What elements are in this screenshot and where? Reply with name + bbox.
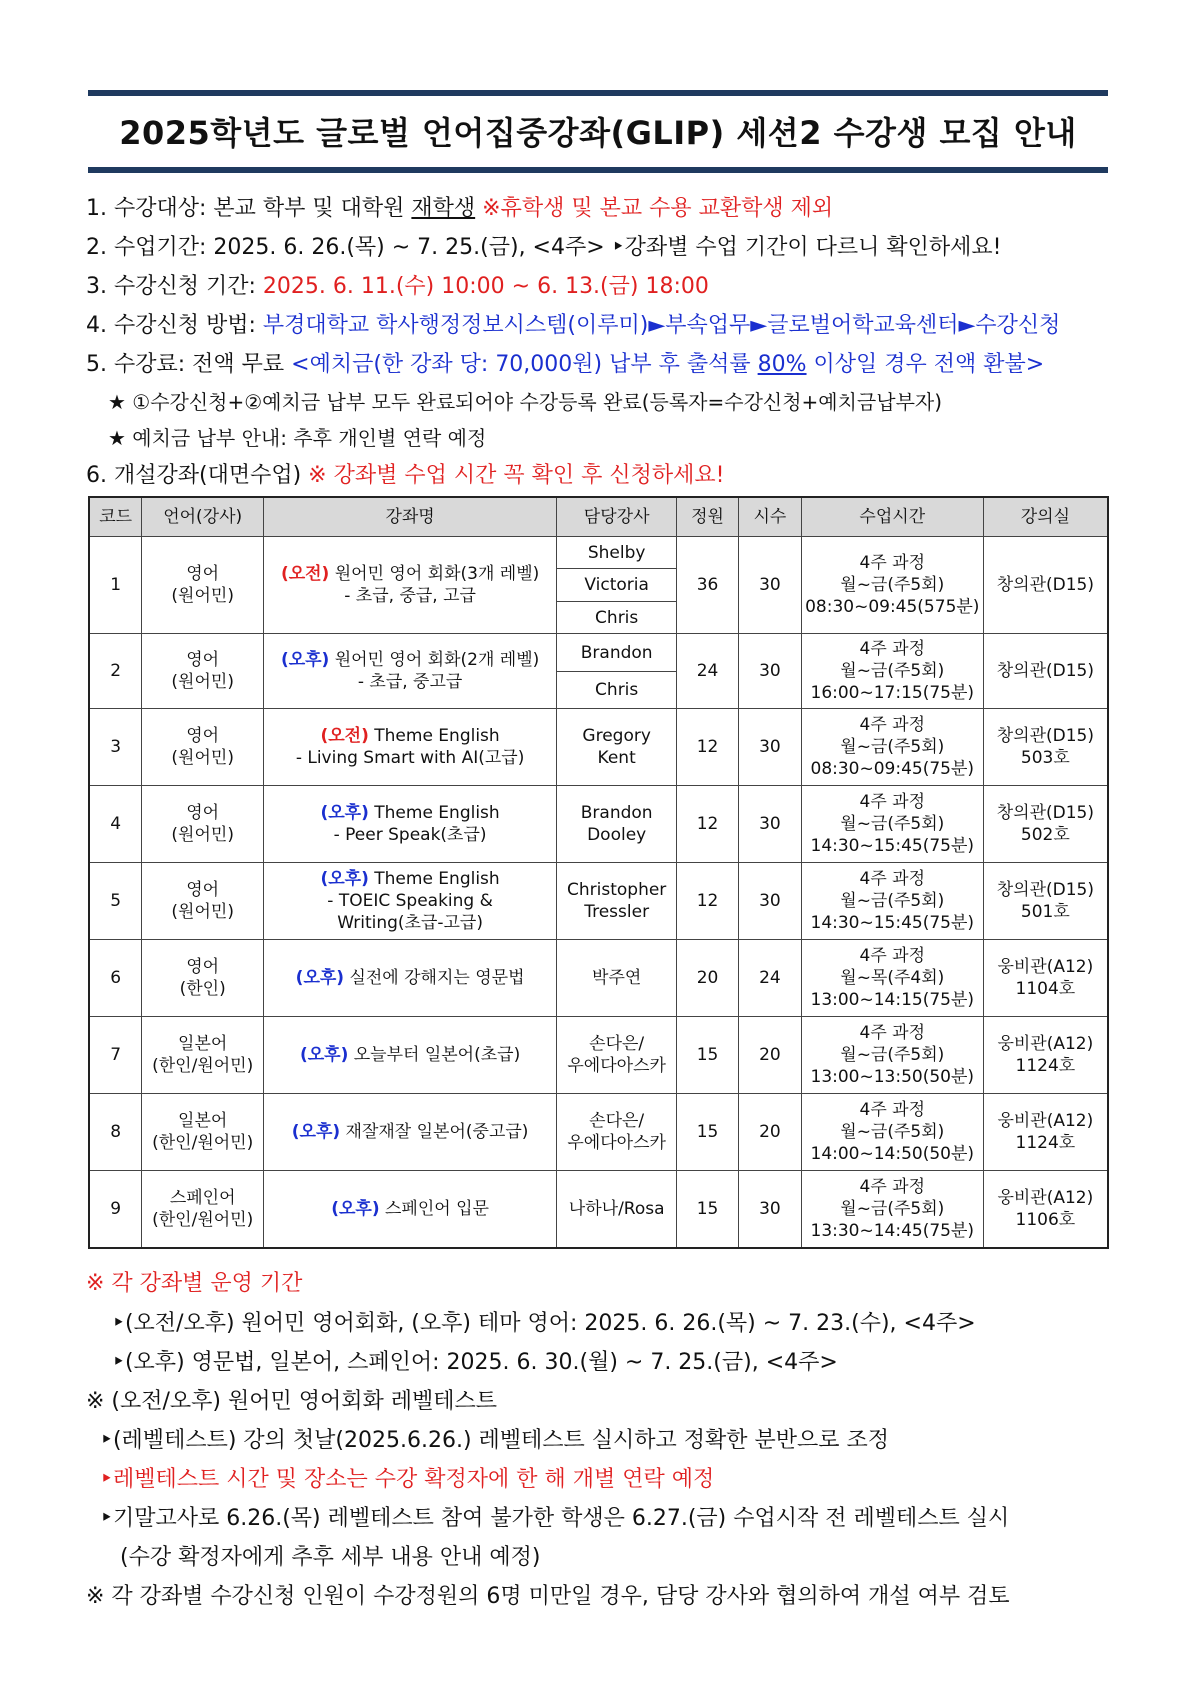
note-1-a: ‣(오전/오후) 원어민 영어회화, (오후) 테마 영어: 2025. 6. 26.(목) ~ 7. 23.(수), <4주> <box>112 1311 976 1336</box>
language-name: 스페인어 <box>169 1187 236 1208</box>
class-days: 월~금(주5회) <box>840 661 945 681</box>
cell-room <box>983 634 1108 709</box>
building: 창의관(D15) <box>996 803 1094 823</box>
header-code: 코드 <box>89 497 142 537</box>
table-row <box>89 709 1108 786</box>
cell-language <box>142 1171 264 1248</box>
cell-course-name <box>264 940 557 1017</box>
cell-hours: 24 <box>738 940 801 1017</box>
building: 웅비관(A12) <box>997 957 1094 977</box>
header-language: 언어(강사) <box>142 497 264 537</box>
cell-capacity: 20 <box>677 940 739 1017</box>
title-top-bar <box>88 90 1108 96</box>
session-tag: (오후) <box>299 1045 349 1065</box>
class-hours: 14:30~15:45(75분) <box>810 913 975 933</box>
instructor-type: (한인/원어민) <box>152 1056 254 1076</box>
course-title: Theme English <box>368 803 500 823</box>
building: 웅비관(A12) <box>997 1034 1094 1054</box>
cell-capacity: 15 <box>677 1171 739 1248</box>
course-title: 실전에 강해지는 영문법 <box>344 968 525 988</box>
class-hours: 13:00~13:50(50분) <box>810 1067 975 1087</box>
course-length: 4주 과정 <box>859 869 926 889</box>
table-row <box>89 1017 1108 1094</box>
course-subtitle: - TOEIC Speaking & <box>327 891 493 911</box>
building: 창의관(D15) <box>996 726 1094 746</box>
class-hours: 08:30~09:45(575분) <box>805 597 980 617</box>
cell-code: 1 <box>89 537 142 634</box>
instructor-name: 나하나/Rosa <box>568 1198 665 1219</box>
cell-code: 6 <box>89 940 142 1017</box>
course-title: 원어민 영어 회화(3개 레벨) <box>329 564 540 584</box>
instructor-name: Kent <box>597 748 636 768</box>
language-name: 일본어 <box>178 1111 228 1131</box>
cell-instructor: Chris <box>557 672 677 709</box>
cell-hours: 30 <box>738 863 801 940</box>
table-row <box>89 537 1108 569</box>
cell-code: 3 <box>89 709 142 786</box>
item-6-text: 6. 개설강좌(대면수업) <box>86 463 309 488</box>
cell-hours: 20 <box>738 1094 801 1171</box>
cell-capacity: 12 <box>677 709 739 786</box>
item-5-deposit-a: <예치금(한 강좌 당: 70,000원) 납부 후 출석률 <box>291 352 758 377</box>
cell-course-name <box>264 634 557 709</box>
building: 창의관(D15) <box>996 880 1094 900</box>
language-name: 영어 <box>186 726 220 746</box>
page-title: 2025학년도 글로벌 언어집중강좌(GLIP) 세션2 수강생 모집 안내 <box>119 114 1077 152</box>
session-tag: (오전) <box>280 564 330 584</box>
title-bottom-bar <box>88 167 1108 173</box>
item-1-text: 1. 수강대상: 본교 학부 및 대학원 <box>86 196 412 221</box>
cell-instructor: Shelby <box>557 537 677 569</box>
table-row <box>89 1094 1108 1171</box>
class-hours: 16:00~17:15(75분) <box>810 683 975 703</box>
course-length: 4주 과정 <box>859 792 926 812</box>
course-subtitle-2: Writing(초급-고급) <box>337 913 483 933</box>
cell-room <box>983 1171 1108 1248</box>
item-3 <box>86 269 709 300</box>
note-1-heading: ※ 각 강좌별 운영 기간 <box>86 1271 303 1296</box>
note-1-b: ‣(오후) 영문법, 일본어, 스페인어: 2025. 6. 30.(월) ~ 7. 25.(금), <4주> <box>112 1350 838 1375</box>
note-3: ※ 각 강좌별 수강신청 인원이 수강정원의 6명 미만일 경우, 담당 강사와 협의하여 개설 여부 검토 <box>86 1584 1010 1609</box>
cell-instructor <box>557 940 677 1017</box>
session-tag: (오후) <box>320 869 369 889</box>
session-tag: (오후) <box>331 1198 380 1219</box>
item-2: 2. 수업기간: 2025. 6. 26.(목) ~ 7. 25.(금), <4주> ‣강좌별 수업 기간이 다르니 확인하세요! <box>86 235 1002 260</box>
course-subtitle: - Peer Speak(초급) <box>333 825 487 845</box>
instructor-type: (원어민) <box>171 748 234 768</box>
cell-capacity: 15 <box>677 1017 739 1094</box>
table-row <box>89 863 1108 940</box>
item-4 <box>86 308 1060 339</box>
building: 창의관(D15) <box>996 575 1094 595</box>
cell-language <box>142 709 264 786</box>
course-title: 오늘부터 일본어(초급) <box>348 1045 521 1065</box>
item-1-underline: 재학생 <box>411 196 476 221</box>
item-6 <box>86 458 724 489</box>
room-number: 1124호 <box>1015 1056 1076 1076</box>
note-2-d: (수강 확정자에게 추후 세부 내용 안내 예정) <box>120 1545 541 1570</box>
instructor-name: Dooley <box>587 825 647 845</box>
room-number: 1106호 <box>1015 1209 1076 1230</box>
cell-course-name <box>264 786 557 863</box>
instructor-name: 우에다아스카 <box>567 1056 666 1076</box>
room-number: 502호 <box>1020 825 1070 845</box>
table-row <box>89 940 1108 1017</box>
class-hours: 08:30~09:45(75분) <box>810 759 975 779</box>
cell-course-name <box>264 537 557 634</box>
instructor-name: Christopher <box>567 880 667 900</box>
cell-class-time <box>801 786 983 863</box>
cell-language <box>142 863 264 940</box>
note-2-b: ‣레벨테스트 시간 및 장소는 수강 확정자에 한 해 개별 연락 예정 <box>100 1467 715 1492</box>
cell-room <box>983 1017 1108 1094</box>
table-row <box>89 786 1108 863</box>
cell-language <box>142 1017 264 1094</box>
building: 웅비관(A12) <box>997 1111 1094 1131</box>
instructor-name: 우에다아스카 <box>567 1133 666 1153</box>
cell-course-name <box>264 709 557 786</box>
cell-class-time <box>801 1017 983 1094</box>
course-title: Theme English <box>368 726 500 746</box>
course-title: 재잘재잘 일본어(중고급) <box>340 1122 529 1142</box>
table-row <box>89 1171 1108 1248</box>
header-class-time: 수업시간 <box>801 497 983 537</box>
cell-code: 4 <box>89 786 142 863</box>
session-tag: (오후) <box>320 803 369 823</box>
instructor-type: (한인) <box>179 979 226 999</box>
class-hours: 13:30~14:45(75분) <box>810 1220 975 1241</box>
instructor-type: (원어민) <box>171 825 234 845</box>
session-tag: (오전) <box>320 726 369 746</box>
cell-capacity: 12 <box>677 786 739 863</box>
item-4-text: 4. 수강신청 방법: <box>86 313 263 338</box>
cell-class-time <box>801 709 983 786</box>
instructor-name: 박주연 <box>592 968 642 988</box>
item-1 <box>86 191 833 222</box>
building: 웅비관(A12) <box>997 1187 1094 1208</box>
table-header-row <box>89 497 1108 537</box>
instructor-name: Gregory <box>582 726 651 746</box>
cell-course-name <box>264 1094 557 1171</box>
cell-hours: 30 <box>738 786 801 863</box>
instructor-type: (원어민) <box>171 586 234 606</box>
cell-instructor: Brandon <box>557 634 677 672</box>
star-note-1: ★ ①수강신청+②예치금 납부 모두 완료되어야 수강등록 완료(등록자=수강신청+예치금납부자) <box>108 390 943 414</box>
cell-class-time <box>801 863 983 940</box>
cell-class-time <box>801 537 983 634</box>
cell-capacity: 24 <box>677 634 739 709</box>
item-3-text: 3. 수강신청 기간: <box>86 274 263 299</box>
instructor-name: 손다은/ <box>589 1034 645 1054</box>
instructor-name: 손다은/ <box>589 1111 645 1131</box>
language-name: 영어 <box>186 803 220 823</box>
cell-room <box>983 1094 1108 1171</box>
cell-class-time <box>801 1094 983 1171</box>
cell-language <box>142 786 264 863</box>
cell-capacity: 12 <box>677 863 739 940</box>
course-table <box>88 496 1109 1249</box>
header-instructor: 담당강사 <box>557 497 677 537</box>
language-name: 영어 <box>186 957 220 977</box>
cell-language <box>142 1094 264 1171</box>
item-5 <box>86 347 1044 378</box>
building: 창의관(D15) <box>996 661 1094 681</box>
cell-course-name <box>264 1171 557 1248</box>
class-days: 월~금(주5회) <box>840 891 945 911</box>
class-hours: 14:00~14:50(50분) <box>810 1144 975 1164</box>
cell-room <box>983 709 1108 786</box>
course-title: 스페인어 입문 <box>379 1198 489 1219</box>
cell-hours: 30 <box>738 709 801 786</box>
room-number: 1124호 <box>1015 1133 1076 1153</box>
cell-course-name <box>264 863 557 940</box>
cell-hours: 20 <box>738 1017 801 1094</box>
cell-code: 2 <box>89 634 142 709</box>
room-number: 501호 <box>1020 902 1070 922</box>
item-3-period: 2025. 6. 11.(수) 10:00 ~ 6. 13.(금) 18:00 <box>262 274 709 299</box>
session-tag: (오후) <box>291 1122 341 1142</box>
note-2-c: ‣기말고사로 6.26.(목) 레벨테스트 참여 불가한 학생은 6.27.(금) 수업시작 전 레벨테스트 실시 <box>100 1506 1010 1531</box>
room-number: 503호 <box>1020 748 1070 768</box>
class-days: 월~금(주5회) <box>840 575 945 595</box>
header-capacity: 정원 <box>677 497 739 537</box>
item-5-deposit-rate: 80% <box>757 352 807 377</box>
class-days: 월~금(주5회) <box>840 737 945 757</box>
note-2-heading: ※ (오전/오후) 원어민 영어회화 레벨테스트 <box>86 1389 498 1414</box>
cell-hours: 30 <box>738 634 801 709</box>
course-title: Theme English <box>368 869 500 889</box>
cell-instructor <box>557 863 677 940</box>
session-tag: (오후) <box>295 968 345 988</box>
cell-instructor <box>557 709 677 786</box>
cell-hours: 30 <box>738 1171 801 1248</box>
instructor-type: (한인/원어민) <box>152 1209 254 1230</box>
course-length: 4주 과정 <box>859 946 926 966</box>
cell-course-name <box>264 1017 557 1094</box>
instructor-type: (원어민) <box>171 672 234 692</box>
cell-code: 9 <box>89 1171 142 1248</box>
language-name: 영어 <box>186 880 220 900</box>
class-hours: 14:30~15:45(75분) <box>810 836 975 856</box>
class-days: 월~금(주5회) <box>840 1045 945 1065</box>
cell-language <box>142 940 264 1017</box>
language-name: 영어 <box>186 564 220 584</box>
course-length: 4주 과정 <box>859 1100 926 1120</box>
cell-room <box>983 863 1108 940</box>
instructor-name: Brandon <box>580 803 653 823</box>
cell-room <box>983 537 1108 634</box>
cell-code: 5 <box>89 863 142 940</box>
class-days: 월~금(주5회) <box>840 1198 945 1219</box>
cell-instructor: Victoria <box>557 569 677 602</box>
cell-language <box>142 537 264 634</box>
note-2-a: ‣(레벨테스트) 강의 첫날(2025.6.26.) 레벨테스트 실시하고 정확한 분반으로 조정 <box>100 1428 890 1453</box>
cell-room <box>983 786 1108 863</box>
item-5-deposit-b: 이상일 경우 전액 환불> <box>806 352 1045 377</box>
cell-hours: 30 <box>738 537 801 634</box>
course-subtitle: - 초급, 중고급 <box>357 672 463 692</box>
class-days: 월~금(주5회) <box>840 1122 945 1142</box>
cell-instructor <box>557 1094 677 1171</box>
cell-class-time <box>801 634 983 709</box>
class-hours: 13:00~14:15(75분) <box>810 990 975 1010</box>
cell-instructor <box>557 1017 677 1094</box>
instructor-type: (한인/원어민) <box>152 1133 254 1153</box>
course-subtitle: - 초급, 중급, 고급 <box>344 586 476 606</box>
course-length: 4주 과정 <box>859 1023 926 1043</box>
course-title: 원어민 영어 회화(2개 레벨) <box>329 650 540 670</box>
cell-instructor <box>557 1171 677 1248</box>
cell-room <box>983 940 1108 1017</box>
item-5-text: 5. 수강료: 전액 무료 <box>86 352 292 377</box>
cell-class-time <box>801 1171 983 1248</box>
instructor-name: Tressler <box>584 902 650 922</box>
table-row <box>89 634 1108 672</box>
course-subtitle: - Living Smart with AI(고급) <box>295 748 525 768</box>
item-4-path: 부경대학교 학사행정정보시스템(이루미)►부속업무►글로벌어학교육센터►수강신청 <box>262 313 1061 338</box>
instructor-type: (원어민) <box>171 902 234 922</box>
header-hours: 시수 <box>738 497 801 537</box>
room-number: 1104호 <box>1015 979 1076 999</box>
cell-code: 8 <box>89 1094 142 1171</box>
course-length: 4주 과정 <box>859 715 926 735</box>
star-note-2: ★ 예치금 납부 안내: 추후 개인별 연락 예정 <box>108 426 487 450</box>
cell-instructor: Chris <box>557 602 677 634</box>
header-course-name: 강좌명 <box>264 497 557 537</box>
course-length: 4주 과정 <box>859 553 926 573</box>
item-6-note: ※ 강좌별 수업 시간 꼭 확인 후 신청하세요! <box>308 463 725 488</box>
class-days: 월~목(주4회) <box>840 968 945 988</box>
cell-instructor <box>557 786 677 863</box>
course-length: 4주 과정 <box>859 639 926 659</box>
cell-capacity: 36 <box>677 537 739 634</box>
cell-capacity: 15 <box>677 1094 739 1171</box>
class-days: 월~금(주5회) <box>840 814 945 834</box>
language-name: 일본어 <box>178 1034 228 1054</box>
header-room: 강의실 <box>983 497 1108 537</box>
session-tag: (오후) <box>280 650 330 670</box>
cell-class-time <box>801 940 983 1017</box>
course-length: 4주 과정 <box>859 1176 926 1197</box>
cell-code: 7 <box>89 1017 142 1094</box>
item-1-note: ※휴학생 및 본교 수용 교환학생 제외 <box>475 196 834 221</box>
language-name: 영어 <box>186 650 220 670</box>
cell-language <box>142 634 264 709</box>
